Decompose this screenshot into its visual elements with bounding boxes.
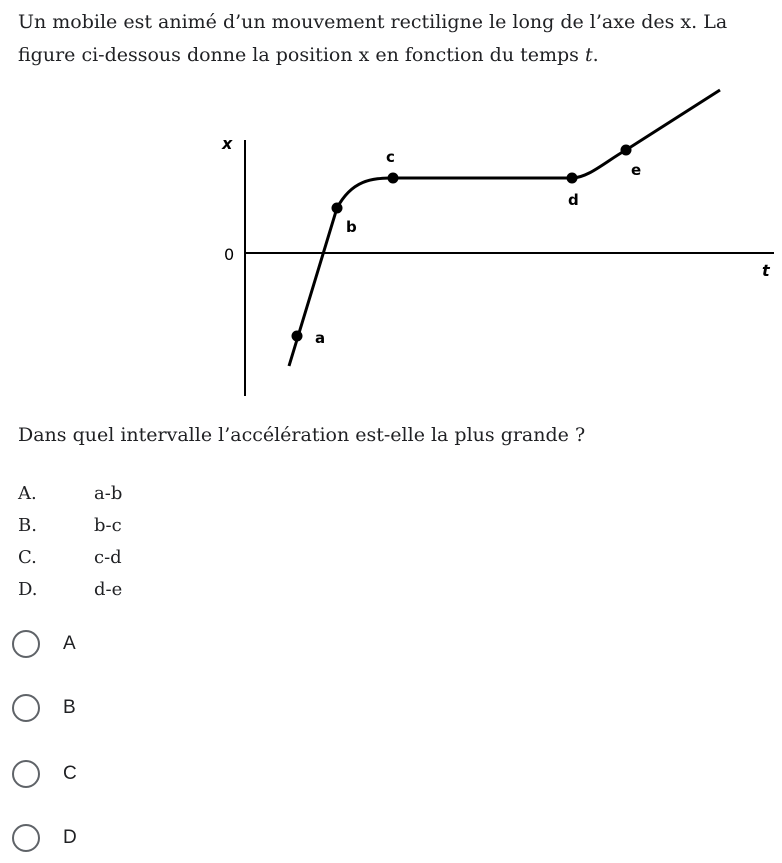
choice-text: b-c bbox=[94, 515, 122, 536]
point-label-e: e bbox=[631, 161, 642, 179]
point-a bbox=[292, 331, 303, 342]
answer-label-b[interactable]: B bbox=[63, 697, 76, 718]
intro-text: Un mobile est animé d’un mouvement rectiligne le long de l’axe des x. La figure ci-dessous donne la position x en fonction du temps bbox=[18, 11, 728, 66]
choice-text: d-e bbox=[94, 579, 123, 600]
point-d bbox=[567, 173, 578, 184]
choice-item bbox=[18, 512, 122, 544]
point-label-b: b bbox=[346, 218, 357, 236]
choice-item bbox=[18, 544, 122, 576]
radio-button-a[interactable] bbox=[12, 630, 40, 658]
answer-option-a[interactable] bbox=[12, 624, 76, 664]
choice-text: a-b bbox=[94, 483, 123, 504]
radio-button-d[interactable] bbox=[12, 824, 40, 852]
radio-button-b[interactable] bbox=[12, 694, 40, 722]
answer-label-c[interactable]: C bbox=[63, 763, 77, 784]
point-c bbox=[388, 173, 399, 184]
point-e bbox=[621, 145, 632, 156]
point-label-c: c bbox=[386, 148, 395, 166]
choice-text: c-d bbox=[94, 547, 122, 568]
question-text: Dans quel intervalle l’accélération est-elle la plus grande ? bbox=[18, 424, 586, 446]
point-label-d: d bbox=[568, 191, 579, 209]
x-axis-label: t bbox=[762, 261, 770, 280]
intro-period: . bbox=[592, 44, 599, 66]
answer-label-a[interactable]: A bbox=[63, 633, 76, 654]
answer-option-d[interactable] bbox=[12, 818, 77, 858]
choice-letter: A. bbox=[18, 483, 37, 504]
y-origin-label: 0 bbox=[224, 245, 235, 264]
answer-option-c[interactable] bbox=[12, 754, 77, 794]
point-b bbox=[332, 203, 343, 214]
choice-letter: C. bbox=[18, 547, 37, 568]
choices-list bbox=[18, 480, 122, 608]
position-time-chart bbox=[0, 0, 782, 410]
choice-item bbox=[18, 480, 122, 512]
point-label-a: a bbox=[315, 329, 326, 347]
intro-time-variable: t bbox=[584, 44, 593, 66]
radio-button-c[interactable] bbox=[12, 760, 40, 788]
choice-item bbox=[18, 576, 122, 608]
choice-letter: D. bbox=[18, 579, 38, 600]
answer-option-b[interactable] bbox=[12, 688, 76, 728]
y-axis-label: x bbox=[222, 134, 233, 153]
answer-label-d[interactable]: D bbox=[63, 827, 77, 848]
choice-letter: B. bbox=[18, 515, 37, 536]
